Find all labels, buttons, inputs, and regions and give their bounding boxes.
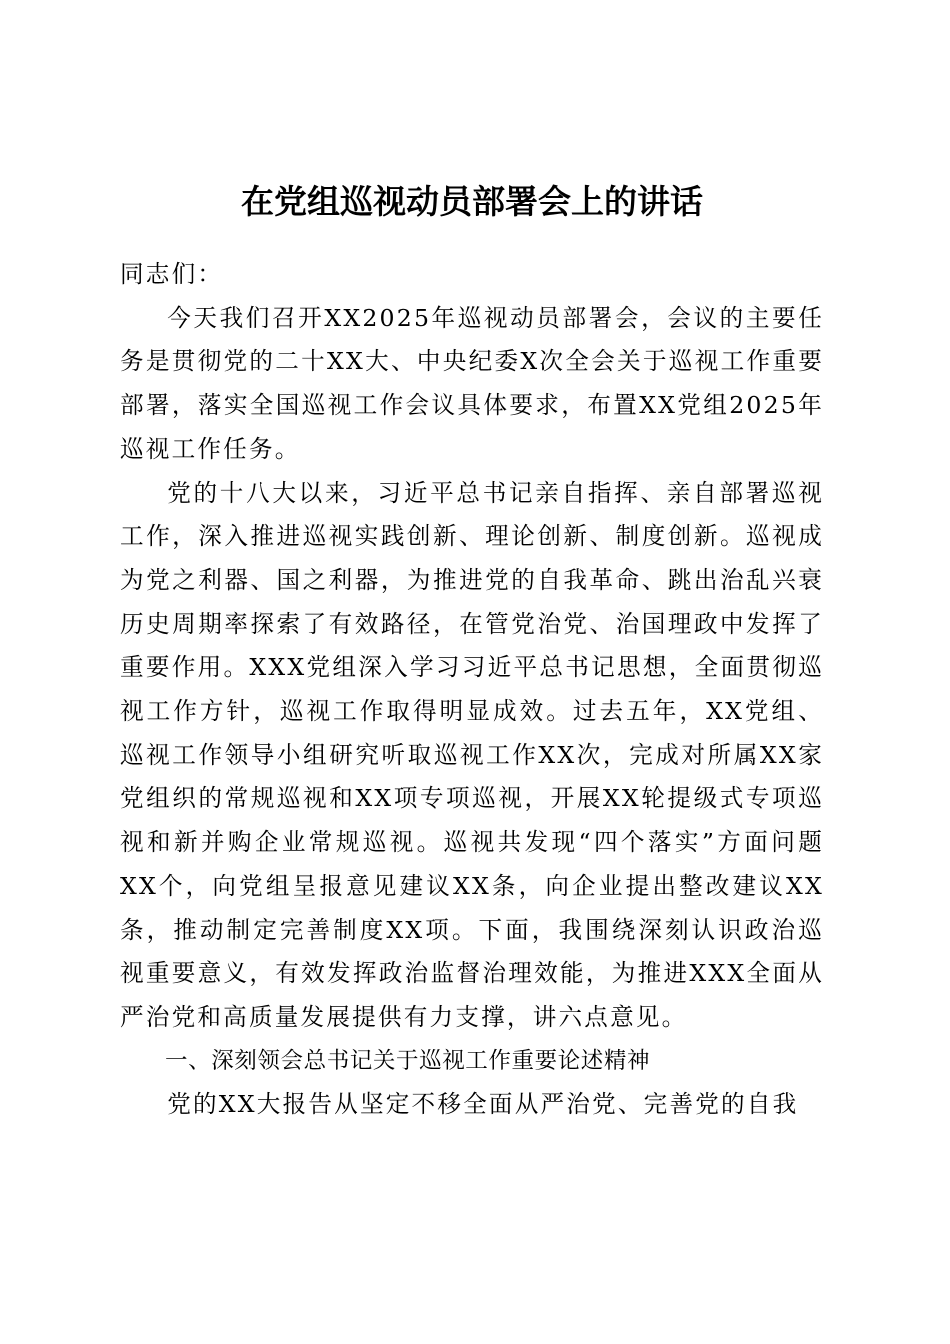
paragraph-section-1-start: 党的XX大报告从坚定不移全面从严治党、完善党的自我 [167,1090,799,1119]
paragraph-achievements: 党的十八大以来，习近平总书记亲自指挥、亲自部署巡视工作，深入推进巡视实践创新、理论创新、制度创新。巡视成为党之利器、国之利器，为推进党的自我革命、跳出治乱兴衰历史周期率探索了有效路径，在管党治党、治国理政中发挥了重要作用。XXX党组深入学习习近平总书记思想，全面贯彻巡视工作方针，巡视工作取得明显成效。过去五年，XX党组、巡视工作领导小组研究听取巡视工作XX次，完成对所属XX家党组织的常规巡视和XX项专项巡视，开展XX轮提级式专项巡视和新并购企业常规巡视。巡视共发现“四个落实”方面问题XX个，向党组呈报意见建议XX条，向企业提出整改建议XX条，推动制定完善制度XX项。下面，我围绕深刻认识政治巡视重要意义，有效发挥政治监督治理效能，为推进XXX全面从严治党和高质量发展提供有力支撑，讲六点意见。 [120,478,824,1031]
salutation: 同志们： [120,260,224,288]
document-title: 在党组巡视动员部署会上的讲话 [241,182,703,221]
document-body [120,253,824,1127]
paragraph-opening: 今天我们召开XX2025年巡视动员部署会，会议的主要任务是贯彻党的二十XX大、中央纪委X次全会关于巡视工作重要部署，落实全国巡视工作会议具体要求，布置XX党组2025年巡视工作任务。 [120,303,824,463]
section-heading-1: 一、深刻领会总书记关于巡视工作重要论述精神 [165,1047,651,1074]
